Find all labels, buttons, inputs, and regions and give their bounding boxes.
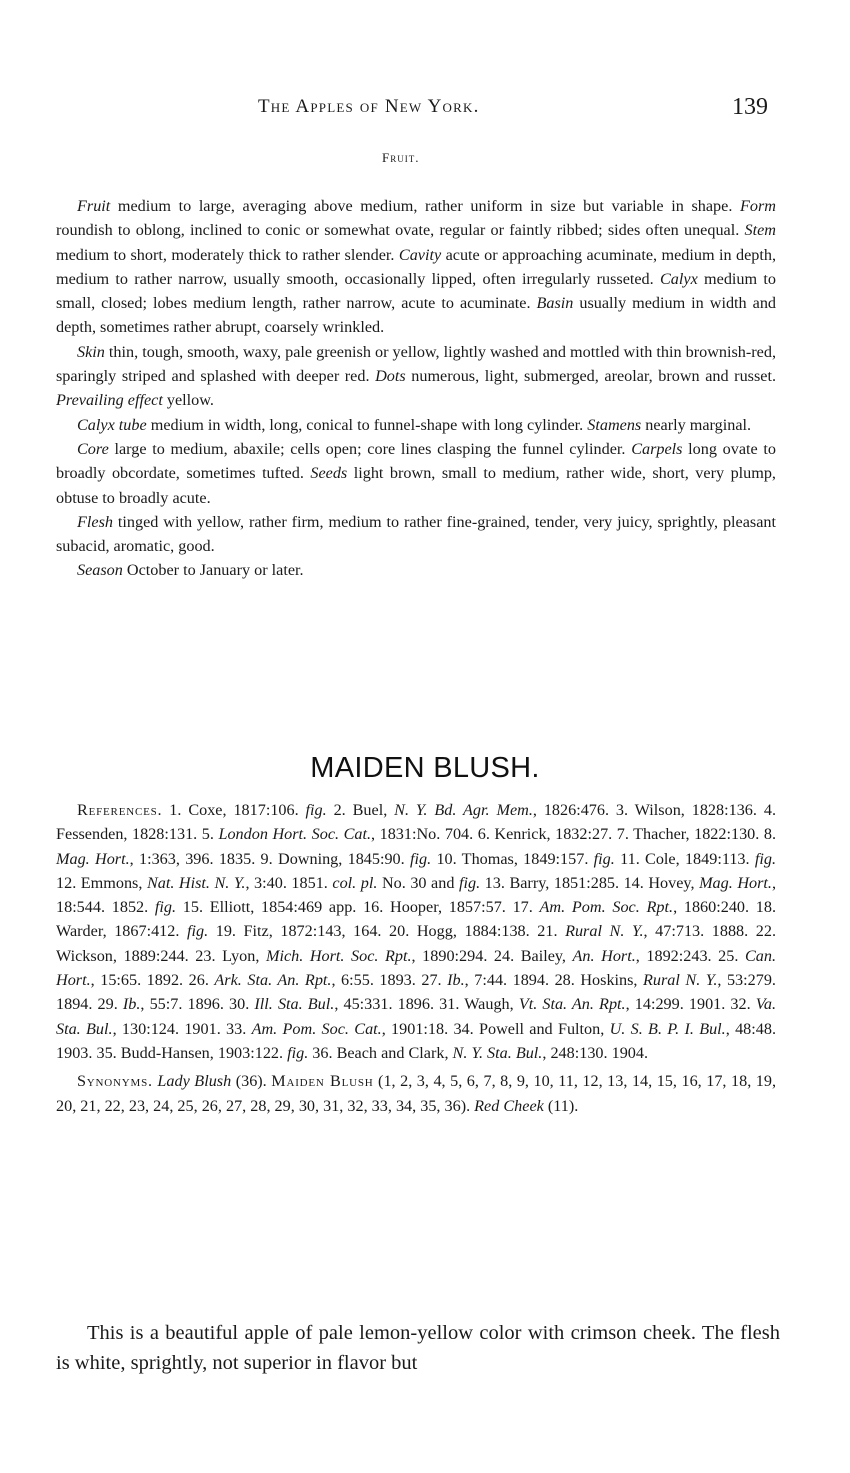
- citation-title: fig.: [458, 873, 481, 892]
- character-text: October to January or later.: [122, 561, 304, 580]
- synonym-name: Maiden Blush: [271, 1072, 374, 1091]
- closing-text: [56, 1318, 780, 1378]
- citation-text: 13. Barry, 1851:285. 14. Hovey,: [480, 873, 700, 892]
- character-label: Prevailing effect: [56, 391, 163, 410]
- fruit-paragraph: [56, 413, 776, 437]
- citation-text: No. 30 and: [377, 873, 459, 892]
- character-text: medium to large, averaging above medium, rather uniform in size but variable in shape.: [110, 197, 741, 215]
- citation-title: Ill. Sta. Bul.: [254, 995, 335, 1014]
- citation-text: , 53:279. 1894. 29.: [56, 971, 776, 1014]
- citation-text: , 7:44. 1894. 28. Hoskins,: [464, 971, 644, 990]
- citation-title: fig.: [287, 1043, 309, 1062]
- citation-text: , 55:7. 1896. 30.: [140, 995, 255, 1014]
- character-label: Flesh: [77, 512, 113, 531]
- synonyms-label: Synonyms.: [77, 1072, 153, 1091]
- citation-text: , 45:331. 1896. 31. Waugh,: [334, 995, 519, 1014]
- character-text: medium to small, closed; lobes medium length, rather narrow, acute to acuminate.: [56, 269, 776, 313]
- citation-text: , 18:544. 1852.: [56, 873, 777, 917]
- citation-text: , 1826:476. 3. Wilson, 1828:136. 4. Fessenden, 1828:131. 5.: [56, 801, 776, 844]
- citation-title: Lady Blush: [157, 1072, 232, 1091]
- citation-title: fig.: [593, 849, 615, 868]
- citation-title: Ib.: [447, 971, 465, 990]
- citation-title: Mag. Hort.: [56, 849, 130, 868]
- character-text: medium to short, moderately thick to rather slender.: [56, 245, 399, 264]
- citation-title: Nat. Hist. N. Y.: [146, 873, 246, 892]
- references-list: [56, 801, 776, 1062]
- character-text: usually medium in width and depth, sometimes rather abrupt, coarsely wrinkled.: [56, 294, 777, 337]
- citation-title: An. Hort.: [572, 946, 636, 965]
- citation-title: Can. Hort.: [56, 946, 777, 990]
- references-paragraph: [56, 798, 776, 1065]
- citation-title: Ark. Sta. An. Rpt.: [214, 971, 332, 990]
- character-label: Basin: [536, 294, 574, 313]
- character-text: nearly marginal.: [641, 415, 752, 434]
- character-text: yellow.: [162, 391, 214, 410]
- fruit-paragraph: [56, 510, 776, 559]
- character-label: Core: [77, 439, 109, 458]
- citation-text: , 1860:240. 18. Warder, 1867:412.: [56, 898, 777, 941]
- fruit-paragraph: [56, 340, 776, 413]
- citation-title: N. Y. Bd. Agr. Mem.: [394, 801, 533, 819]
- citation-text: , 130:124. 1901. 33.: [112, 1019, 252, 1038]
- citation-title: London Hort. Soc. Cat.: [218, 825, 372, 844]
- character-text: medium in width, long, conical to funnel-shape with long cylinder.: [146, 415, 588, 434]
- character-text: tinged with yellow, rather firm, medium to rather fine-grained, tender, very juicy, sprightly, pleasant subacid, aromatic, good.: [56, 512, 776, 556]
- references-label: References.: [77, 801, 163, 819]
- citation-text: , 14:299. 1901. 32.: [625, 995, 756, 1014]
- citation-text: (36).: [231, 1072, 272, 1091]
- page-number: 139: [732, 94, 768, 120]
- character-label: Cavity: [398, 245, 442, 264]
- character-text: roundish to oblong, inclined to conic or somewhat ovate, regular or faintly ribbed; sides often unequal.: [56, 221, 745, 240]
- citation-text: 11. Cole, 1849:113.: [614, 849, 755, 868]
- synonyms-paragraph: [56, 1069, 776, 1118]
- fruit-description: [56, 194, 776, 583]
- citation-text: , 1:363, 396. 1835. 9. Downing, 1845:90.: [129, 849, 410, 868]
- character-label: Stem: [744, 221, 776, 240]
- citation-text: , 47:713. 1888. 22. Wickson, 1889:244. 23. Lyon,: [56, 922, 776, 965]
- character-label: Dots: [375, 367, 406, 386]
- citation-text: , 1831:No. 704. 6. Kenrick, 1832:27. 7. Thacher, 1822:130. 8.: [371, 825, 776, 844]
- citation-title: Am. Pom. Soc. Rpt.: [539, 898, 674, 917]
- citation-text: , 15:65. 1892. 26.: [90, 971, 215, 990]
- citation-title: Am. Pom. Soc. Cat.: [251, 1019, 382, 1038]
- fruit-paragraph: [56, 558, 776, 582]
- character-text: acute or approaching acuminate, medium in depth, medium to rather narrow, usually smooth, occasionally lipped, often irregularly russeted.: [56, 245, 776, 288]
- citation-text: , 3:40. 1851.: [245, 873, 333, 892]
- citation-text: , 1892:243. 25.: [635, 946, 745, 965]
- citation-title: Ib.: [122, 995, 141, 1014]
- citation-text: 15. Elliott, 1854:469 app. 16. Hooper, 1857:57. 17.: [176, 898, 540, 917]
- running-title: The Apples of New York.: [258, 96, 480, 117]
- citation-title: Vt. Sta. An. Rpt.: [518, 995, 626, 1014]
- character-label: Season: [77, 561, 123, 580]
- variety-heading: MAIDEN BLUSH.: [310, 752, 540, 784]
- character-label: Skin: [77, 342, 105, 361]
- citation-title: N. Y. Sta. Bul.: [452, 1043, 543, 1062]
- citation-title: U. S. B. P. I. Bul.: [609, 1019, 726, 1038]
- character-label: Form: [740, 197, 776, 215]
- fruit-section-title: Fruit.: [382, 150, 420, 165]
- citation-title: Mich. Hort. Soc. Rpt.: [265, 946, 412, 965]
- character-label: Calyx tube: [77, 415, 147, 434]
- character-text: long ovate to broadly obcordate, sometimes tufted.: [56, 439, 776, 483]
- character-label: Carpels: [631, 439, 683, 458]
- citation-title: Va. Sta. Bul.: [56, 995, 776, 1038]
- citation-text: , 6:55. 1893. 27.: [331, 971, 448, 990]
- citation-title: fig.: [187, 922, 209, 941]
- character-text: large to medium, abaxile; cells open; core lines clasping the funnel cylinder.: [108, 439, 632, 458]
- citation-text: 2. Buel,: [326, 801, 395, 819]
- citation-title: fig.: [754, 849, 776, 868]
- citation-text: , 248:130. 1904.: [542, 1043, 649, 1062]
- citation-text: 19. Fitz, 1872:143, 164. 20. Hogg, 1884:138. 21.: [208, 922, 566, 941]
- citation-title: col. pl.: [332, 873, 378, 892]
- citation-text: 36. Beach and Clark,: [308, 1043, 453, 1062]
- character-text: thin, tough, smooth, waxy, pale greenish or yellow, lightly washed and mottled with thin brownish-red, sparingly striped and splashed with deeper red.: [56, 342, 776, 386]
- character-text: light brown, small to medium, rather wide, short, very plump, obtuse to broadly acute.: [56, 464, 776, 507]
- citation-title: Mag. Hort.: [699, 873, 772, 892]
- citation-title: fig.: [305, 801, 327, 819]
- character-text: numerous, light, submerged, areolar, brown and russet.: [405, 367, 776, 386]
- citation-text: , 1890:294. 24. Bailey,: [411, 946, 573, 965]
- references-block: [56, 798, 776, 1118]
- fruit-paragraph: [56, 194, 776, 340]
- citation-title: Red Cheek: [474, 1096, 544, 1115]
- citation-text: (1, 2, 3, 4, 5, 6, 7, 8, 9, 10, 11, 12, 13, 14, 15, 16, 17, 18, 19, 20, 21, 22, 23, 24, 25, 26, 27, 28, 29, 30, 31, 32, 33, 34, 35, 36).: [56, 1072, 776, 1115]
- citation-text: 1. Coxe, 1817:106.: [162, 801, 306, 819]
- character-label: Seeds: [310, 464, 348, 483]
- citation-text: , 1901:18. 34. Powell and Fulton,: [381, 1019, 610, 1038]
- character-label: Calyx: [660, 269, 698, 288]
- character-label: Stamens: [587, 415, 642, 434]
- citation-text: 12. Emmons,: [56, 873, 147, 892]
- citation-title: fig.: [154, 898, 177, 917]
- fruit-paragraph: [56, 437, 776, 510]
- citation-title: Rural N. Y.: [565, 922, 644, 941]
- citation-title: Rural N. Y.: [643, 971, 718, 990]
- citation-text: , 48:48. 1903. 35. Budd-Hansen, 1903:122.: [56, 1019, 776, 1062]
- closing-paragraph: This is a beautiful apple of pale lemon-yellow color with crimson cheek. The flesh is white, sprightly, not superior in flavor but: [56, 1322, 780, 1374]
- character-label: Fruit: [77, 197, 111, 215]
- citation-title: fig.: [410, 849, 432, 868]
- citation-text: (11).: [543, 1096, 579, 1115]
- synonyms-list: [56, 1072, 776, 1114]
- citation-text: 10. Thomas, 1849:157.: [431, 849, 594, 868]
